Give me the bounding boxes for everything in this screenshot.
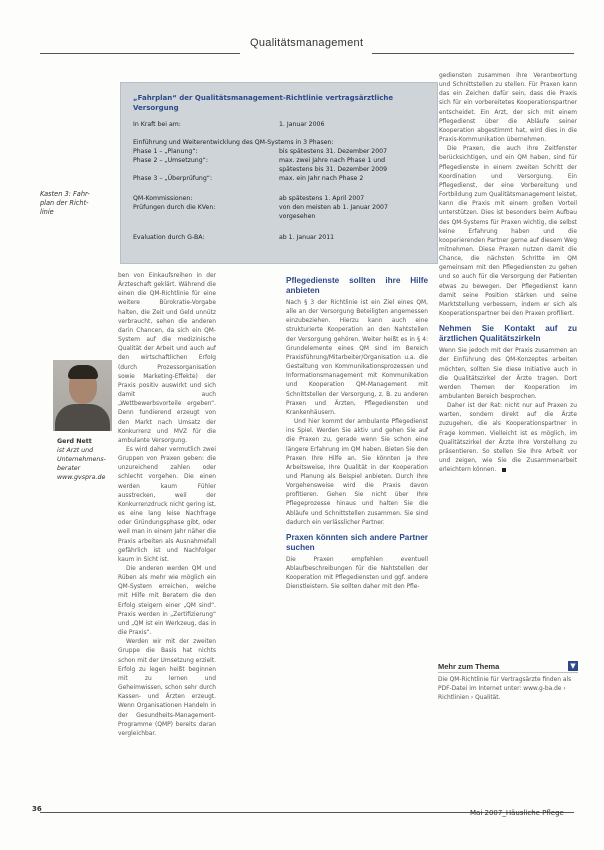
- mehr-zum-thema-text: Die QM-Richtlinie für Vertragsärzte finden als PDF-Datei im Internet unter: www.g-ba.de › Richtlinien › Qualität.: [438, 677, 572, 701]
- column-mid: [286, 276, 428, 802]
- issue-label: Mai 2007_Häusliche Pflege: [470, 809, 564, 817]
- mehr-zum-thema-title: Mehr zum Thema: [438, 661, 500, 671]
- header-rule-left: [40, 53, 240, 54]
- author-role: ist Arzt und Unternehmens-berater: [57, 447, 106, 472]
- fahrplan-row-right: ab 1. Januar 2011: [279, 234, 335, 241]
- paragraph: Die Praxen, die auch ihre Zeitfenster berücksichtigen, und ein QM haben, sind für Pflegedienste in einem zweiten Schritt der Koordination und Versorgung. Ein Pflegedienst, der eine Vorbereitung und Fortbildung zum Qualitätsmanagement leistet, kann die Praxis mit einem großen Vorteil unterstützen. Dies ist besonders beim Aufbau des QM-Systems für Praxen wichtig, die selbst keine Erfahrung haben und die kooperierenden Partner gerne auf diesem Weg mitnehmen. Diese Praxen nutzen damit die Chance, die nächsten Schritte im QM gemeinsam mit den Pflegediensten zu gehen und so auch für die Versorgung der Patienten etwas zu bewegen. Der Pflegedienst kann damit seine Position stärken und seine Marktstellung verbessern, indem er sich als Kooperationspartner bei den Praxen profiliert.: [439, 146, 577, 318]
- fahrplan-row-right: vorgesehen: [279, 213, 316, 220]
- author-bio: [57, 437, 117, 482]
- paragraph: Die anderen werden QM und Rüben als mehr wie möglich ein QM-System erreichen, welche mit Hilfe mit Beratern die den Erfolg steigern einer „QM sind“. Praxis werden in „Zertifizierung“ und „QM ist ein Werkzeug, das in die Praxis“.: [118, 566, 216, 637]
- fahrplan-row-right: bis spätestens 31. Dezember 2007: [279, 148, 388, 155]
- fahrplan-row-left: Phase 1 – „Planung“:: [133, 148, 198, 155]
- fahrplan-row-right: spätestens bis 31. Dezember 2009: [279, 166, 388, 173]
- fahrplan-row-left: In Kraft bei am:: [133, 121, 181, 128]
- paragraph-text: Daher ist der Rat: nicht nur auf Praxen zu warten, sondern direkt auf die Ärzte zuzugehen, die als Kooperationspartner in Frage kommen. Vielleicht ist es möglich, im Qualitätszirkel der Ärzte Ihre Vorstellung zu präsentieren. So stellen Sie Ihre Arbeit vor und zeigen, wie Sie die Zusammenarbeit erleichtern können.: [439, 403, 577, 474]
- paragraph: ben von Einkaufsreihen in der Ärzteschaft geklärt. Während die einen die QM-Richtlinie für eine weitere Bürokratie-Vorgabe halten, die Zeit und Geld unnütz verbraucht, sehen die anderen darin Chancen, da sich ein QM-System auf die medizinische Qualität der Arbeit und auch auf den wirtschaftlichen Erfolg (durch Prozessorganisation sowie Marketing-Effekte) der Praxis positiv auswirkt und sich damit auch „Wettbewerbsvorteile ergeben“. Denn fundierend erzeugt von den Markt nach Umsatz der Konkurrenz und MVZ für die ambulante Versorgung.: [118, 273, 216, 444]
- fahrplan-row-left: Prüfungen durch die KVen:: [133, 204, 216, 211]
- paragraph: Wenn Sie jedoch mit der Praxis zusammen an der Einführung des QM-Konzeptes arbeiten möchten, sollten Sie diese Initiative auch in die Qualitätszirkel der Ärzte tragen. Dort werden Themen der Kooperation im ambulanten Bereich besprochen.: [439, 348, 577, 400]
- section-title: Qualitätsmanagement: [250, 37, 364, 49]
- fahrplan-row-right: von den meisten ab 1. Januar 2007: [279, 204, 388, 211]
- fahrplan-title: „Fahrplan“ der Qualitätsmanagement-Richtlinie vertragsärztliche Versorgung: [133, 94, 394, 112]
- page-number: 36: [32, 805, 42, 813]
- author-name: Gerd Nett: [57, 438, 92, 445]
- paragraph: [439, 402, 577, 475]
- heading: Praxen könnten sich andere Partner suchen: [286, 532, 428, 552]
- arrow-down-icon: ▼: [568, 661, 578, 671]
- fahrplan-row-right: ab spätestens 1. April 2007: [279, 195, 365, 202]
- mehr-zum-thema-header: [438, 660, 578, 673]
- author-web[interactable]: www.gvspra.de: [57, 474, 106, 481]
- header-rule-right: [372, 53, 574, 54]
- photo-hair: [68, 365, 98, 379]
- fahrplan-row-left: Phase 2 – „Umsetzung“:: [133, 157, 208, 164]
- box-caption: Kasten 3: Fahr-plan der Richt-linie: [40, 190, 90, 216]
- fahrplan-row-left: Einführung und Weiterentwicklung des QM-Systems in 3 Phasen:: [133, 139, 334, 146]
- author-photo: [53, 360, 112, 431]
- fahrplan-row-right: 1. Januar 2006: [279, 121, 325, 128]
- paragraph: Werden wir mit der zweiten Gruppe die Basis hat nichts schon mit der Umsetzung erzielt. Erfolg zu legen heißt beginnen mit zu lernen und Geheimwissen, schon sehr durch Kassen- und Ärzten erzeugt. Wenn Organisationen Handeln in der Gesundheits-Management-Programme (QMP) bereits daran vergleichbar.: [118, 639, 216, 737]
- fahrplan-row-right: max. ein Jahr nach Phase 2: [279, 175, 364, 182]
- heading: Pflegedienste sollten ihre Hilfe anbieten: [286, 276, 428, 295]
- paragraph: Nach § 3 der Richtlinie ist ein Ziel eines QM, alle an der Versorgung Beteiligten angemessen einzubeziehen. Hierzu kann auch eine strukturierte Kooperation an den Nahtstellen der Versorgung gehören. Weiter heißt es in § 4: Grundelemente eines QM sind im Bereich Praxisführung/Mitarbeiter/Organisation u.a. die Gestaltung von Kommunikationsprozessen und Informationsmanagement mit Kommunikation und Kooperation QM-Management mit Schnittstellen der Versorgung, z. B. zu anderen Praxen und Ärzten, Pflegediensten und Krankenhäusern.: [286, 300, 428, 416]
- paragraph: Und hier kommt der ambulante Pflegedienst ins Spiel. Werden Sie aktiv und gehen Sie auf die Praxen zu, gerade wenn Sie schon eine längere Erfahrung im QM haben. Bieten Sie den Praxen Ihre Hilfe an. Sie könnten ja Ihre Arbeitsweise, Ihre Qualität in der Kooperation und Planung als Beispiel anbieten. Durch Ihre Vorgehensweise wird die Praxis davon profitieren. Gehen Sie nicht über Ihre Pflegeprozesse hinaus und halten Sie die Abläufe und Schnittstellen zusammen. Sie sind dadurch ein verlässlicher Partner.: [286, 419, 428, 526]
- paragraph: Die Praxen empfehlen eventuell Ablaufbeschreibungen für die Nahtstellen der Kooperation mit Pflegediensten und ggf. andere Dienstleistern. Sie sollten daher mit den Pfle-: [286, 556, 428, 591]
- photo-shoulders: [55, 404, 110, 431]
- paragraph: Es wird daher vermutlich zwei Gruppen von Praxen geben: die unzureichend zahlen oder schlecht vorgehen. Die einen werden kaum Fühler ausstrecken, weil der Konkurrenzdruck nicht gering ist, es eine lang leise Nachfrage oder Gründungsphase gibt, oder weil man in einem Jahr näher die Praxis arbeiten als Ausnahmefall gefährlich ist und Nachfolger kaum in Sicht ist.: [118, 446, 216, 563]
- end-mark-icon: [502, 468, 506, 472]
- heading: Nehmen Sie Kontakt auf zu ärztlichen Qualitätszirkeln: [439, 324, 577, 344]
- fahrplan-row-left: Evaluation durch G-BA:: [133, 234, 205, 241]
- fahrplan-row-left: QM-Kommissionen:: [133, 195, 193, 202]
- paragraph: gediensten zusammen ihre Verantwortung und Schnittstellen zu stellen. Für Praxen kann das ein Zeichen dafür sein, dass die Praxis sich für ein vorbereitetes Kooperationspartner entscheidet. Ein Arzt, der sich mit einem Pflegedienst über die Abläufe seiner Kooperation abgestimmt hat, wird dies in die Praxis-Kommunikation übernehmen.: [439, 73, 577, 144]
- column-left: [118, 272, 216, 802]
- fahrplan-row-left: Phase 3 – „Überprüfung“:: [133, 175, 213, 182]
- fahrplan-row-right: max. zwei Jahre nach Phase 1 und: [279, 157, 386, 164]
- mehr-zum-thema-box: [438, 660, 578, 703]
- column-right: [439, 72, 577, 650]
- fahrplan-box: [120, 82, 438, 264]
